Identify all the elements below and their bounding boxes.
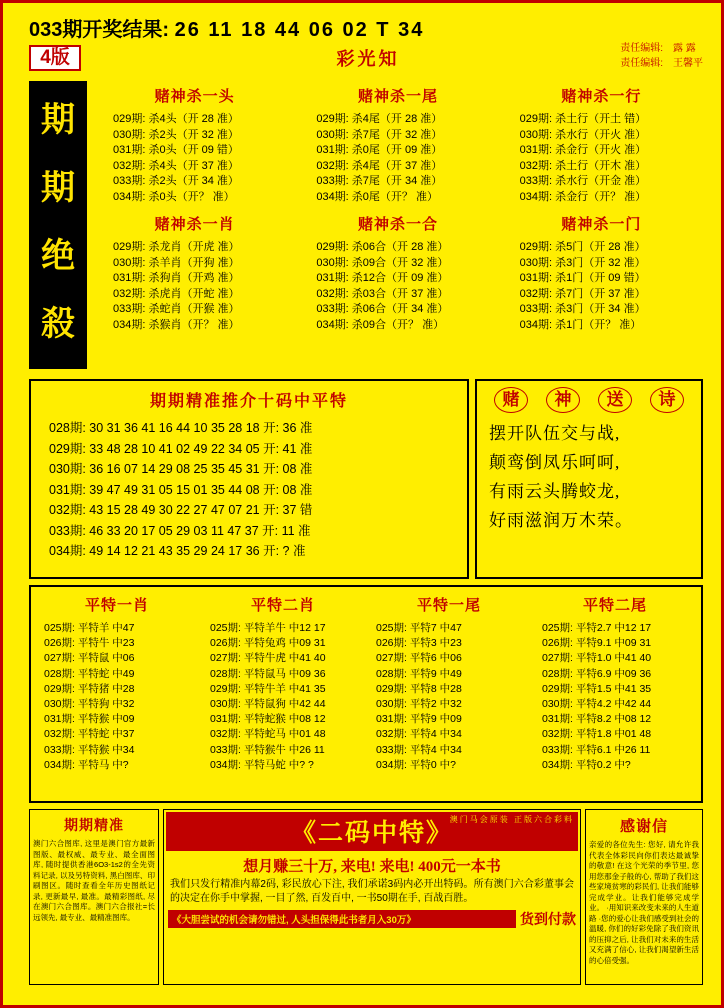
pingte-column (366, 590, 532, 798)
draw-result-numbers: 26 11 18 44 06 02 T 34 (174, 19, 425, 41)
ten-codes-row: 032期: 43 15 28 49 30 22 27 47 07 21 开: 37 错 (49, 503, 313, 517)
prediction-block (296, 209, 499, 337)
poem-heading-char-1: 赌 (494, 387, 528, 413)
draw-result-line (29, 13, 424, 42)
ten-codes-row: 034期: 49 14 12 21 43 35 29 24 17 36 开: ? 准 (49, 544, 306, 558)
draw-result-label: 033期开奖结果: (29, 19, 170, 41)
block-row: 031期: 杀金行（开火 准） (519, 144, 647, 156)
pingte-row: 026期: 平特9.1 中09 31 (542, 637, 652, 650)
pingte-row: 031期: 平特蛇猴 中08 12 (210, 713, 326, 726)
pingte-row: 025期: 平特7 中47 (376, 622, 462, 634)
thanks-letter-panel (585, 809, 703, 985)
pingte-row: 031期: 平特8.2 中08 12 (542, 713, 652, 726)
editor-credits (620, 41, 703, 71)
poem-line: 摆开队伍交与战, (489, 424, 621, 443)
ten-codes-row: 028期: 30 31 36 41 16 44 10 35 28 18 开: 36 准 (49, 421, 313, 435)
pingte-row: 030期: 平特4.2 中42 44 (542, 698, 652, 711)
block-title: 赌神杀一门 (561, 217, 642, 233)
block-row: 033期: 杀水行（开金 准） (519, 175, 647, 187)
block-row: 032期: 杀7门（开 37 准） (519, 287, 646, 300)
block-row: 030期: 杀3门（开 32 准） (519, 256, 646, 269)
promo-ad-subtitle: 想月赚三十万, 来电! 来电! 400元一本书 (243, 859, 501, 875)
pingte-column-title: 平特一尾 (416, 598, 481, 614)
block-title: 赌神杀一行 (561, 89, 642, 105)
vertical-title-char-2: 期 (41, 170, 75, 207)
library-ad-text: 澳门六合图库, 这里是澳门官方最新图版、最权威、最专业、最全面图库, 随时提供香港6O3-1s2的全先资料记录, 以及另特资料, 黑白图库、印刷图区。随时查看全年历史图纸记录, 更新最早, 最准。最精彩图纸, 尽在澳门六合图库。澳门六合报社=长远领先, 最专业、最精准图库。 (33, 839, 155, 922)
pingte-row: 032期: 平特4 中34 (376, 728, 462, 741)
block-row: 034期: 杀0尾（开？ 准） (316, 190, 438, 203)
pingte-row: 032期: 平特蛇马 中01 48 (210, 728, 326, 741)
prediction-block (500, 209, 703, 337)
pingte-row: 033期: 平特6.1 中26 11 (542, 743, 651, 756)
pingte-row: 033期: 平特猴 中34 (44, 743, 135, 756)
pingte-row: 026期: 平特牛 中23 (44, 637, 135, 650)
block-row: 032期: 杀4尾（开 37 准） (316, 159, 443, 172)
poem-line: 好雨滋润万木荣。 (489, 511, 633, 530)
ten-codes-title: 期期精准推介十码中平特 (149, 393, 348, 410)
pingte-row: 034期: 平特0.2 中? (542, 758, 631, 771)
middle-section (29, 379, 703, 579)
block-row: 033期: 杀06合（开 34 准） (316, 303, 449, 315)
issue-badge: 4版 (29, 45, 81, 71)
block-row: 029期: 杀土行（开土 错） (519, 113, 647, 125)
vertical-title-char-1: 期 (41, 102, 75, 139)
promo-ad-panel (163, 809, 581, 985)
block-row: 034期: 杀金行（开？ 准） (519, 190, 647, 203)
block-row: 029期: 杀4尾（开 28 准） (316, 113, 443, 125)
promo-ad-title (166, 812, 578, 851)
pingte-row: 026期: 平特3 中23 (376, 637, 462, 650)
ten-codes-row: 031期: 39 47 49 31 05 15 01 35 44 08 开: 08 准 (49, 482, 313, 497)
block-title: 赌神杀一头 (154, 89, 235, 105)
block-row: 029期: 杀06合（开 28 准） (316, 241, 449, 253)
pingte-row: 033期: 平特4 中34 (376, 743, 462, 756)
pingte-row: 030期: 平特鼠狗 中42 44 (210, 698, 326, 711)
poem-heading-char-3: 送 (598, 387, 632, 413)
prediction-block (500, 81, 703, 209)
poem-heading (485, 387, 693, 413)
pingte-row: 031期: 平特9 中09 (376, 713, 462, 726)
pingte-row: 028期: 平特6.9 中09 36 (542, 667, 652, 680)
block-row: 033期: 杀3门（开 34 准） (519, 303, 646, 315)
pingte-row: 029期: 平特8 中28 (376, 682, 462, 695)
block-title: 赌神杀一尾 (357, 89, 438, 105)
pingte-row: 029期: 平特1.5 中41 35 (542, 682, 652, 695)
promo-ad-side-text: 澳门马会原装 正版六合彩料 (449, 815, 574, 824)
block-row: 034期: 杀09合（开？ 准） (316, 318, 445, 331)
block-row: 031期: 杀1门（开 09 错） (519, 272, 646, 284)
prediction-block (296, 81, 499, 209)
block-row: 030期: 杀水行（开火 准） (519, 128, 647, 141)
block-row: 029期: 杀4头（开 28 准） (113, 113, 239, 125)
block-row: 033期: 杀蛇肖（开猴 准） (113, 303, 240, 315)
pingte-column (532, 590, 698, 798)
pingte-row: 028期: 平特9 中49 (376, 667, 462, 680)
poem-line: 有雨云头腾蛟龙, (489, 482, 621, 501)
pingte-row: 029期: 平特猪 中28 (44, 682, 135, 695)
ten-codes-row: 033期: 46 33 20 17 05 29 03 11 47 37 开: 11 准 (49, 523, 311, 538)
block-row: 030期: 杀09合（开 32 准） (316, 256, 449, 269)
poem-heading-char-4: 诗 (650, 387, 684, 413)
pingte-row: 025期: 平特羊牛 中12 17 (210, 622, 326, 634)
block-row: 033期: 杀7尾（开 34 准） (316, 175, 443, 187)
prediction-block (93, 81, 296, 209)
editor-name-2: 王馨平 (673, 58, 703, 69)
block-row: 034期: 杀1门（开？ 准） (519, 318, 642, 331)
vertical-title-char-4: 殺 (41, 306, 75, 343)
pingte-row: 025期: 平特2.7 中12 17 (542, 622, 652, 634)
pingte-column (200, 590, 366, 798)
pingte-section (29, 585, 703, 803)
block-row: 029期: 杀龙肖（开虎 准） (113, 241, 240, 253)
pingte-row: 029期: 平特牛羊 中41 35 (210, 682, 326, 695)
pingte-row: 027期: 平特鼠 中06 (44, 652, 135, 665)
poem-heading-char-2: 神 (546, 387, 580, 413)
promo-ad-footer (166, 909, 578, 929)
pingte-row: 027期: 平特6 中06 (376, 652, 462, 665)
thanks-letter-title: 感谢信 (619, 819, 668, 835)
pingte-row: 034期: 平特马蛇 中? ? (210, 758, 314, 771)
pingte-column (34, 590, 200, 798)
block-row: 032期: 杀4头（开 37 准） (113, 159, 239, 172)
block-row: 031期: 杀0头（开 09 错） (113, 144, 239, 156)
ten-codes-row: 029期: 33 48 28 10 41 02 49 22 34 05 开: 41 准 (49, 441, 313, 456)
promo-ad-warning: 《大胆尝试的机会请勿错过, 人头担保得此书者月入30万》 (168, 910, 516, 928)
block-row: 029期: 杀5门（开 28 准） (519, 241, 646, 253)
editor-name-1: 露 露 (673, 43, 696, 54)
block-row: 032期: 杀03合（开 37 准） (316, 287, 449, 300)
ten-codes-row: 030期: 36 16 07 14 29 08 25 35 45 31 开: 08 准 (49, 462, 313, 476)
block-title: 赌神杀一合 (357, 217, 438, 233)
page-header (3, 3, 721, 75)
pingte-column-title: 平特一肖 (84, 598, 149, 614)
pingte-row: 030期: 平特2 中32 (376, 698, 462, 711)
pingte-row: 033期: 平特猴牛 中26 11 (210, 743, 325, 756)
poem-panel (475, 379, 703, 579)
ten-codes-panel (29, 379, 469, 579)
editor-label-1: 责任编辑: (620, 43, 663, 54)
block-row: 030期: 杀羊肖（开狗 准） (113, 256, 240, 269)
block-row: 031期: 杀狗肖（开鸡 准） (113, 272, 240, 284)
pingte-row: 025期: 平特羊 中47 (44, 622, 135, 634)
pingte-column-title: 平特二尾 (582, 598, 647, 614)
vertical-title-char-3: 绝 (41, 238, 75, 275)
pingte-row: 028期: 平特鼠马 中09 36 (210, 667, 326, 680)
block-row: 030期: 杀7尾（开 32 准） (316, 128, 443, 141)
block-title: 赌神杀一肖 (154, 217, 235, 233)
prediction-block (93, 209, 296, 337)
block-row: 034期: 杀猴肖（开？ 准） (113, 318, 240, 331)
pingte-row: 031期: 平特猴 中09 (44, 713, 135, 726)
library-ad-panel (29, 809, 159, 985)
block-row: 033期: 杀2头（开 34 准） (113, 175, 239, 187)
promo-ad-cod-label: 货到付款 (520, 913, 576, 928)
pingte-row: 034期: 平特0 中? (376, 758, 456, 771)
brand-title: 彩光知 (336, 49, 400, 69)
poem-line: 颠鸾倒凤乐呵呵, (489, 453, 621, 472)
pingte-row: 030期: 平特狗 中32 (44, 698, 135, 711)
block-row: 031期: 杀12合（开 09 准） (316, 272, 449, 284)
pingte-row: 034期: 平特马 中? (44, 758, 129, 771)
pingte-row: 027期: 平特牛虎 中41 40 (210, 652, 326, 665)
block-row: 032期: 杀虎肖（开蛇 准） (113, 287, 240, 300)
block-row: 032期: 杀土行（开木 准） (519, 159, 647, 172)
bottom-section (29, 809, 703, 985)
prediction-blocks-grid (93, 81, 703, 337)
promo-ad-body: 我们只发行精准内幕2码, 彩民放心下注, 我们承诺3码内必开出特码。所有澳门六合彩董事会的决定在你手中掌握, 一目了然, 百发百中, 一书50期在手, 百战百胜。 (170, 879, 574, 904)
editor-label-2: 责任编辑: (620, 58, 663, 69)
pingte-row: 027期: 平特1.0 中41 40 (542, 652, 652, 665)
library-ad-title: 期期精准 (64, 819, 124, 834)
block-row: 034期: 杀0头（开？ 准） (113, 190, 235, 203)
block-row: 030期: 杀2头（开 32 准） (113, 128, 239, 141)
pingte-row: 028期: 平特蛇 中49 (44, 667, 135, 680)
vertical-section-title (29, 81, 87, 369)
pingte-row: 032期: 平特蛇 中37 (44, 728, 135, 741)
promo-ad-title-text: 《二码中特》 (290, 820, 453, 847)
pingte-row: 032期: 平特1.8 中01 48 (542, 728, 652, 741)
pingte-column-title: 平特二肖 (250, 598, 315, 614)
pingte-row: 026期: 平特兔鸡 中09 31 (210, 637, 326, 650)
block-row: 031期: 杀0尾（开 09 准） (316, 144, 443, 156)
thanks-letter-text: 亲爱的各位先生: 您好, 请允许我代表全体彩民向你们表达最诚挚的敬意! 在这个光荣的季节里, 您用您那金子般的心, 帮助了我们这些家境贫寒的彩民们, 让我们能够完成学业。让我们能够完成学业。 ·用知识来改变未来的人生道路 ·您的爱心让我们感受到社会的温暖, 你们的好彩免除了我们资讯的压抑之后, 让我们对未来的生活又充满了信心, 让我们渴望新生活的心倍受强。 (589, 840, 699, 965)
